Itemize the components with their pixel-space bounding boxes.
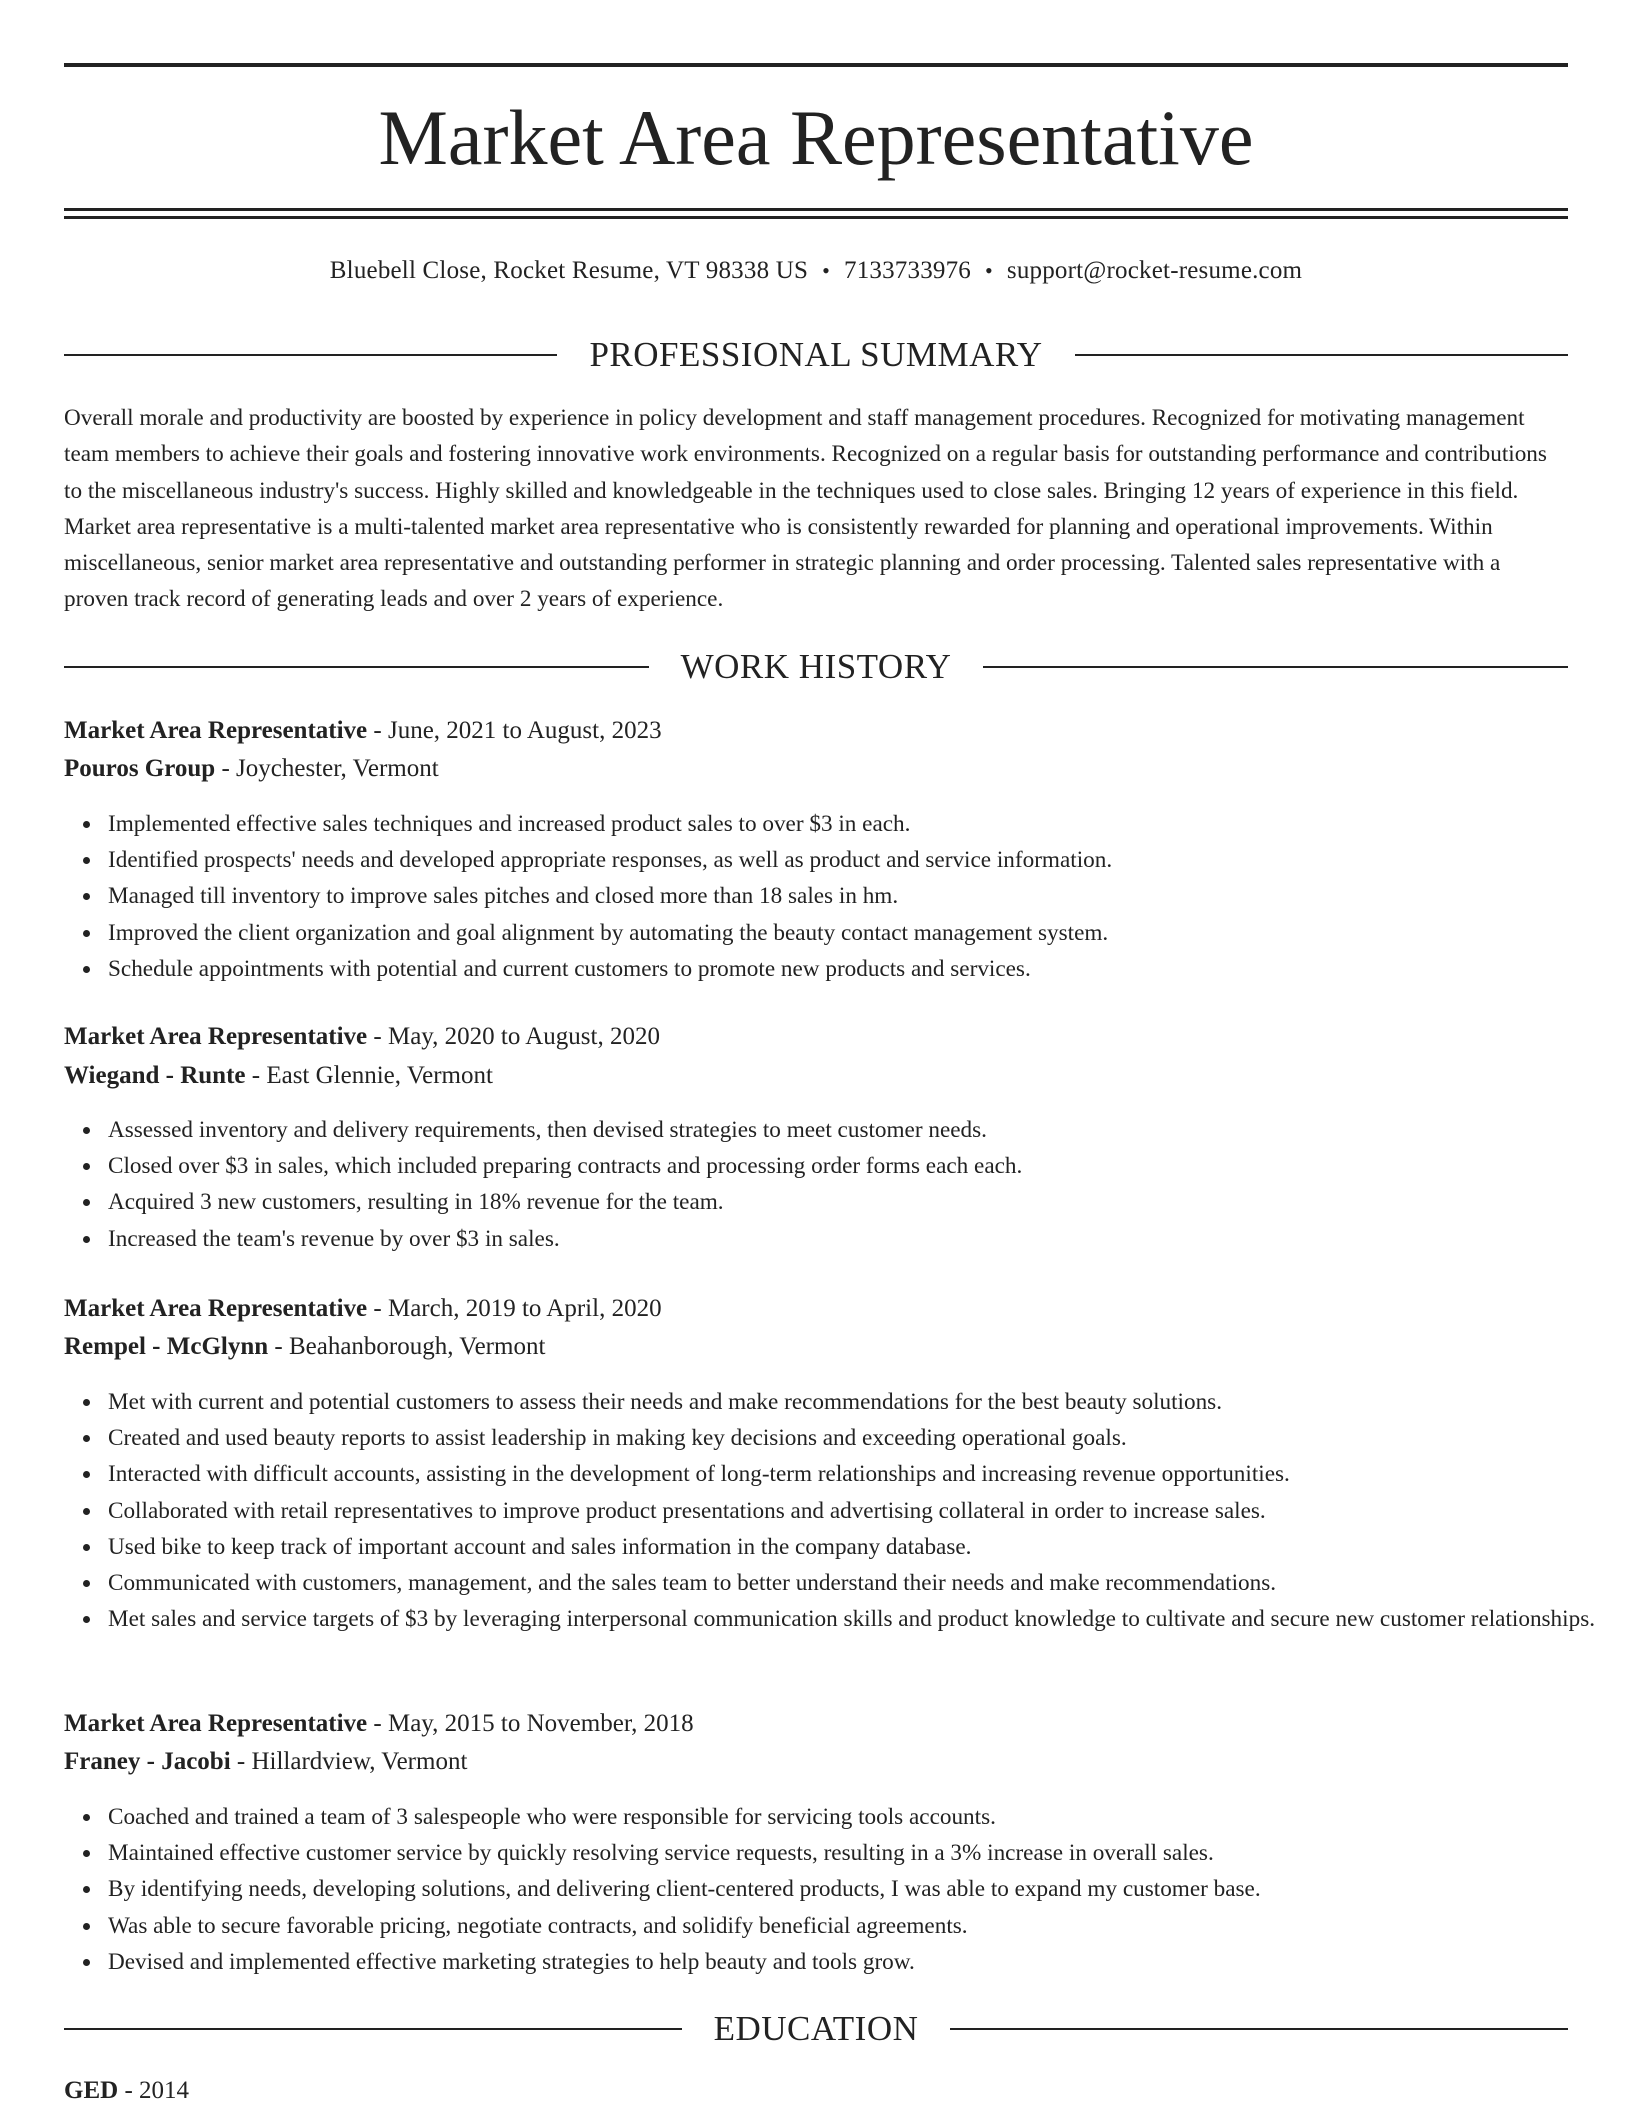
- job-title-line: [64, 714, 1568, 748]
- education-section-title: EDUCATION: [713, 2009, 919, 2048]
- header-top-rule: [64, 63, 1568, 67]
- summary-section-title: PROFESSIONAL SUMMARY: [589, 335, 1043, 374]
- heading-rule-left: [64, 2028, 682, 2030]
- job-bullet: Interacted with difficult accounts, assisting in the development of long-term relationships and increasing revenue opportunities.: [108, 1456, 1612, 1492]
- job-bullet: Improved the client organization and goal alignment by automating the beauty contact management system.: [108, 915, 1612, 951]
- job-dates: - June, 2021 to August, 2023: [367, 717, 662, 744]
- contact-phone: 7133733976: [844, 257, 971, 284]
- job-company: Rempel - McGlynn: [64, 1333, 269, 1360]
- job-title: Market Area Representative: [64, 1023, 368, 1050]
- job-bullet: Acquired 3 new customers, resulting in 18% revenue for the team.: [108, 1184, 1612, 1220]
- job-bullet: Collaborated with retail representatives to improve product presentations and advertising collateral in order to increase sales.: [108, 1493, 1612, 1529]
- heading-rule-left: [64, 354, 557, 356]
- job-title-line: [64, 1292, 1568, 1326]
- job-bullet: Communicated with customers, management, and the sales team to better understand their needs and make recommendations.: [108, 1565, 1612, 1601]
- education-entry: [64, 2074, 189, 2108]
- job-location: - Hillardview, Vermont: [230, 1748, 468, 1775]
- job-bullet: Implemented effective sales techniques and increased product sales to over $3 in each.: [108, 806, 1612, 842]
- job-bullet: Schedule appointments with potential and current customers to promote new products and services.: [108, 951, 1612, 987]
- job-location: - Beahanborough, Vermont: [268, 1333, 546, 1360]
- contact-separator: •: [985, 258, 993, 283]
- contact-separator: •: [822, 258, 830, 283]
- job-company-line: [64, 1330, 1568, 1364]
- education-section-heading: [64, 2007, 1568, 2051]
- job-dates: - March, 2019 to April, 2020: [367, 1295, 662, 1322]
- header-double-rule-lower: [64, 216, 1568, 219]
- candidate-name: Market Area Representative: [378, 94, 1254, 181]
- job-bullet: By identifying needs, developing solutions, and delivering client-centered products, I was able to expand my customer base.: [108, 1871, 1612, 1907]
- job-company-line: [64, 752, 1568, 786]
- heading-rule-right: [950, 2028, 1568, 2030]
- job-bullet: Met with current and potential customers to assess their needs and make recommendations for the best beauty solutions.: [108, 1384, 1612, 1420]
- job-bullet: Increased the team's revenue by over $3 in sales.: [108, 1221, 1612, 1257]
- job-bullet: Was able to secure favorable pricing, negotiate contracts, and solidify beneficial agreements.: [108, 1908, 1612, 1944]
- job-bullet: Coached and trained a team of 3 salespeople who were responsible for servicing tools accounts.: [108, 1799, 1612, 1835]
- education-degree: GED: [64, 2077, 119, 2104]
- job-bullet: Identified prospects' needs and developed appropriate responses, as well as product and service information.: [108, 842, 1612, 878]
- job-bullet: Devised and implemented effective marketing strategies to help beauty and tools grow.: [108, 1944, 1612, 1980]
- job-bullet: Closed over $3 in sales, which included preparing contracts and processing order forms each each.: [108, 1148, 1612, 1184]
- professional-summary-text: Overall morale and productivity are boosted by experience in policy development and staff management procedures. Recognized for motivating management team members to achieve their goals and fostering innovative work environments. Recognized on a regular basis for outstanding performance and contributions to the miscellaneous industry's success. Highly skilled and knowledgeable in the techniques used to close sales. Bringing 12 years of experience in this field. Market area representative is a multi-talented market area representative who is consistently rewarded for planning and operational improvements. Within miscellaneous, senior market area representative and outstanding performer in strategic planning and order processing. Talented sales representative with a proven track record of generating leads and over 2 years of experience.: [64, 405, 1547, 613]
- work-section-title: WORK HISTORY: [680, 647, 952, 686]
- work-section-heading: [64, 645, 1568, 689]
- job-bullet: Used bike to keep track of important account and sales information in the company database.: [108, 1529, 1612, 1565]
- job-bullet-list: [64, 1799, 1612, 1980]
- heading-rule-right: [983, 666, 1568, 668]
- summary-section-heading: [64, 333, 1568, 377]
- heading-rule-right: [1075, 354, 1568, 356]
- job-company: Pouros Group: [64, 755, 216, 782]
- header-double-rule-upper: [64, 208, 1568, 211]
- contact-line: [64, 254, 1568, 288]
- job-bullet: Met sales and service targets of $3 by leveraging interpersonal communication skills and product knowledge to cultivate and secure new customer relationships.: [108, 1601, 1612, 1637]
- job-bullet: Maintained effective customer service by quickly resolving service requests, resulting in a 3% increase in overall sales.: [108, 1835, 1612, 1871]
- education-year: - 2014: [118, 2077, 190, 2104]
- job-company-line: [64, 1059, 1568, 1093]
- job-title: Market Area Representative: [64, 1710, 368, 1737]
- job-location: - East Glennie, Vermont: [245, 1062, 493, 1089]
- job-title-line: [64, 1707, 1568, 1741]
- heading-rule-left: [64, 666, 649, 668]
- job-bullet: Assessed inventory and delivery requirements, then devised strategies to meet customer needs.: [108, 1112, 1612, 1148]
- job-title: Market Area Representative: [64, 1295, 368, 1322]
- job-bullet-list: [64, 1112, 1612, 1257]
- job-title-line: [64, 1020, 1568, 1054]
- contact-email: support@rocket-resume.com: [1006, 257, 1303, 284]
- contact-address: Bluebell Close, Rocket Resume, VT 98338 US: [329, 257, 809, 284]
- job-dates: - May, 2015 to November, 2018: [367, 1710, 694, 1737]
- job-company: Wiegand - Runte: [64, 1062, 246, 1089]
- job-company: Franey - Jacobi: [64, 1748, 231, 1775]
- job-bullet: Managed till inventory to improve sales pitches and closed more than 18 sales in hm.: [108, 878, 1612, 914]
- job-bullet-list: [64, 1384, 1612, 1637]
- job-title: Market Area Representative: [64, 717, 368, 744]
- job-company-line: [64, 1745, 1568, 1779]
- job-location: - Joychester, Vermont: [215, 755, 439, 782]
- job-dates: - May, 2020 to August, 2020: [367, 1023, 660, 1050]
- job-bullet: Created and used beauty reports to assist leadership in making key decisions and exceeding operational goals.: [108, 1420, 1612, 1456]
- job-bullet-list: [64, 806, 1612, 987]
